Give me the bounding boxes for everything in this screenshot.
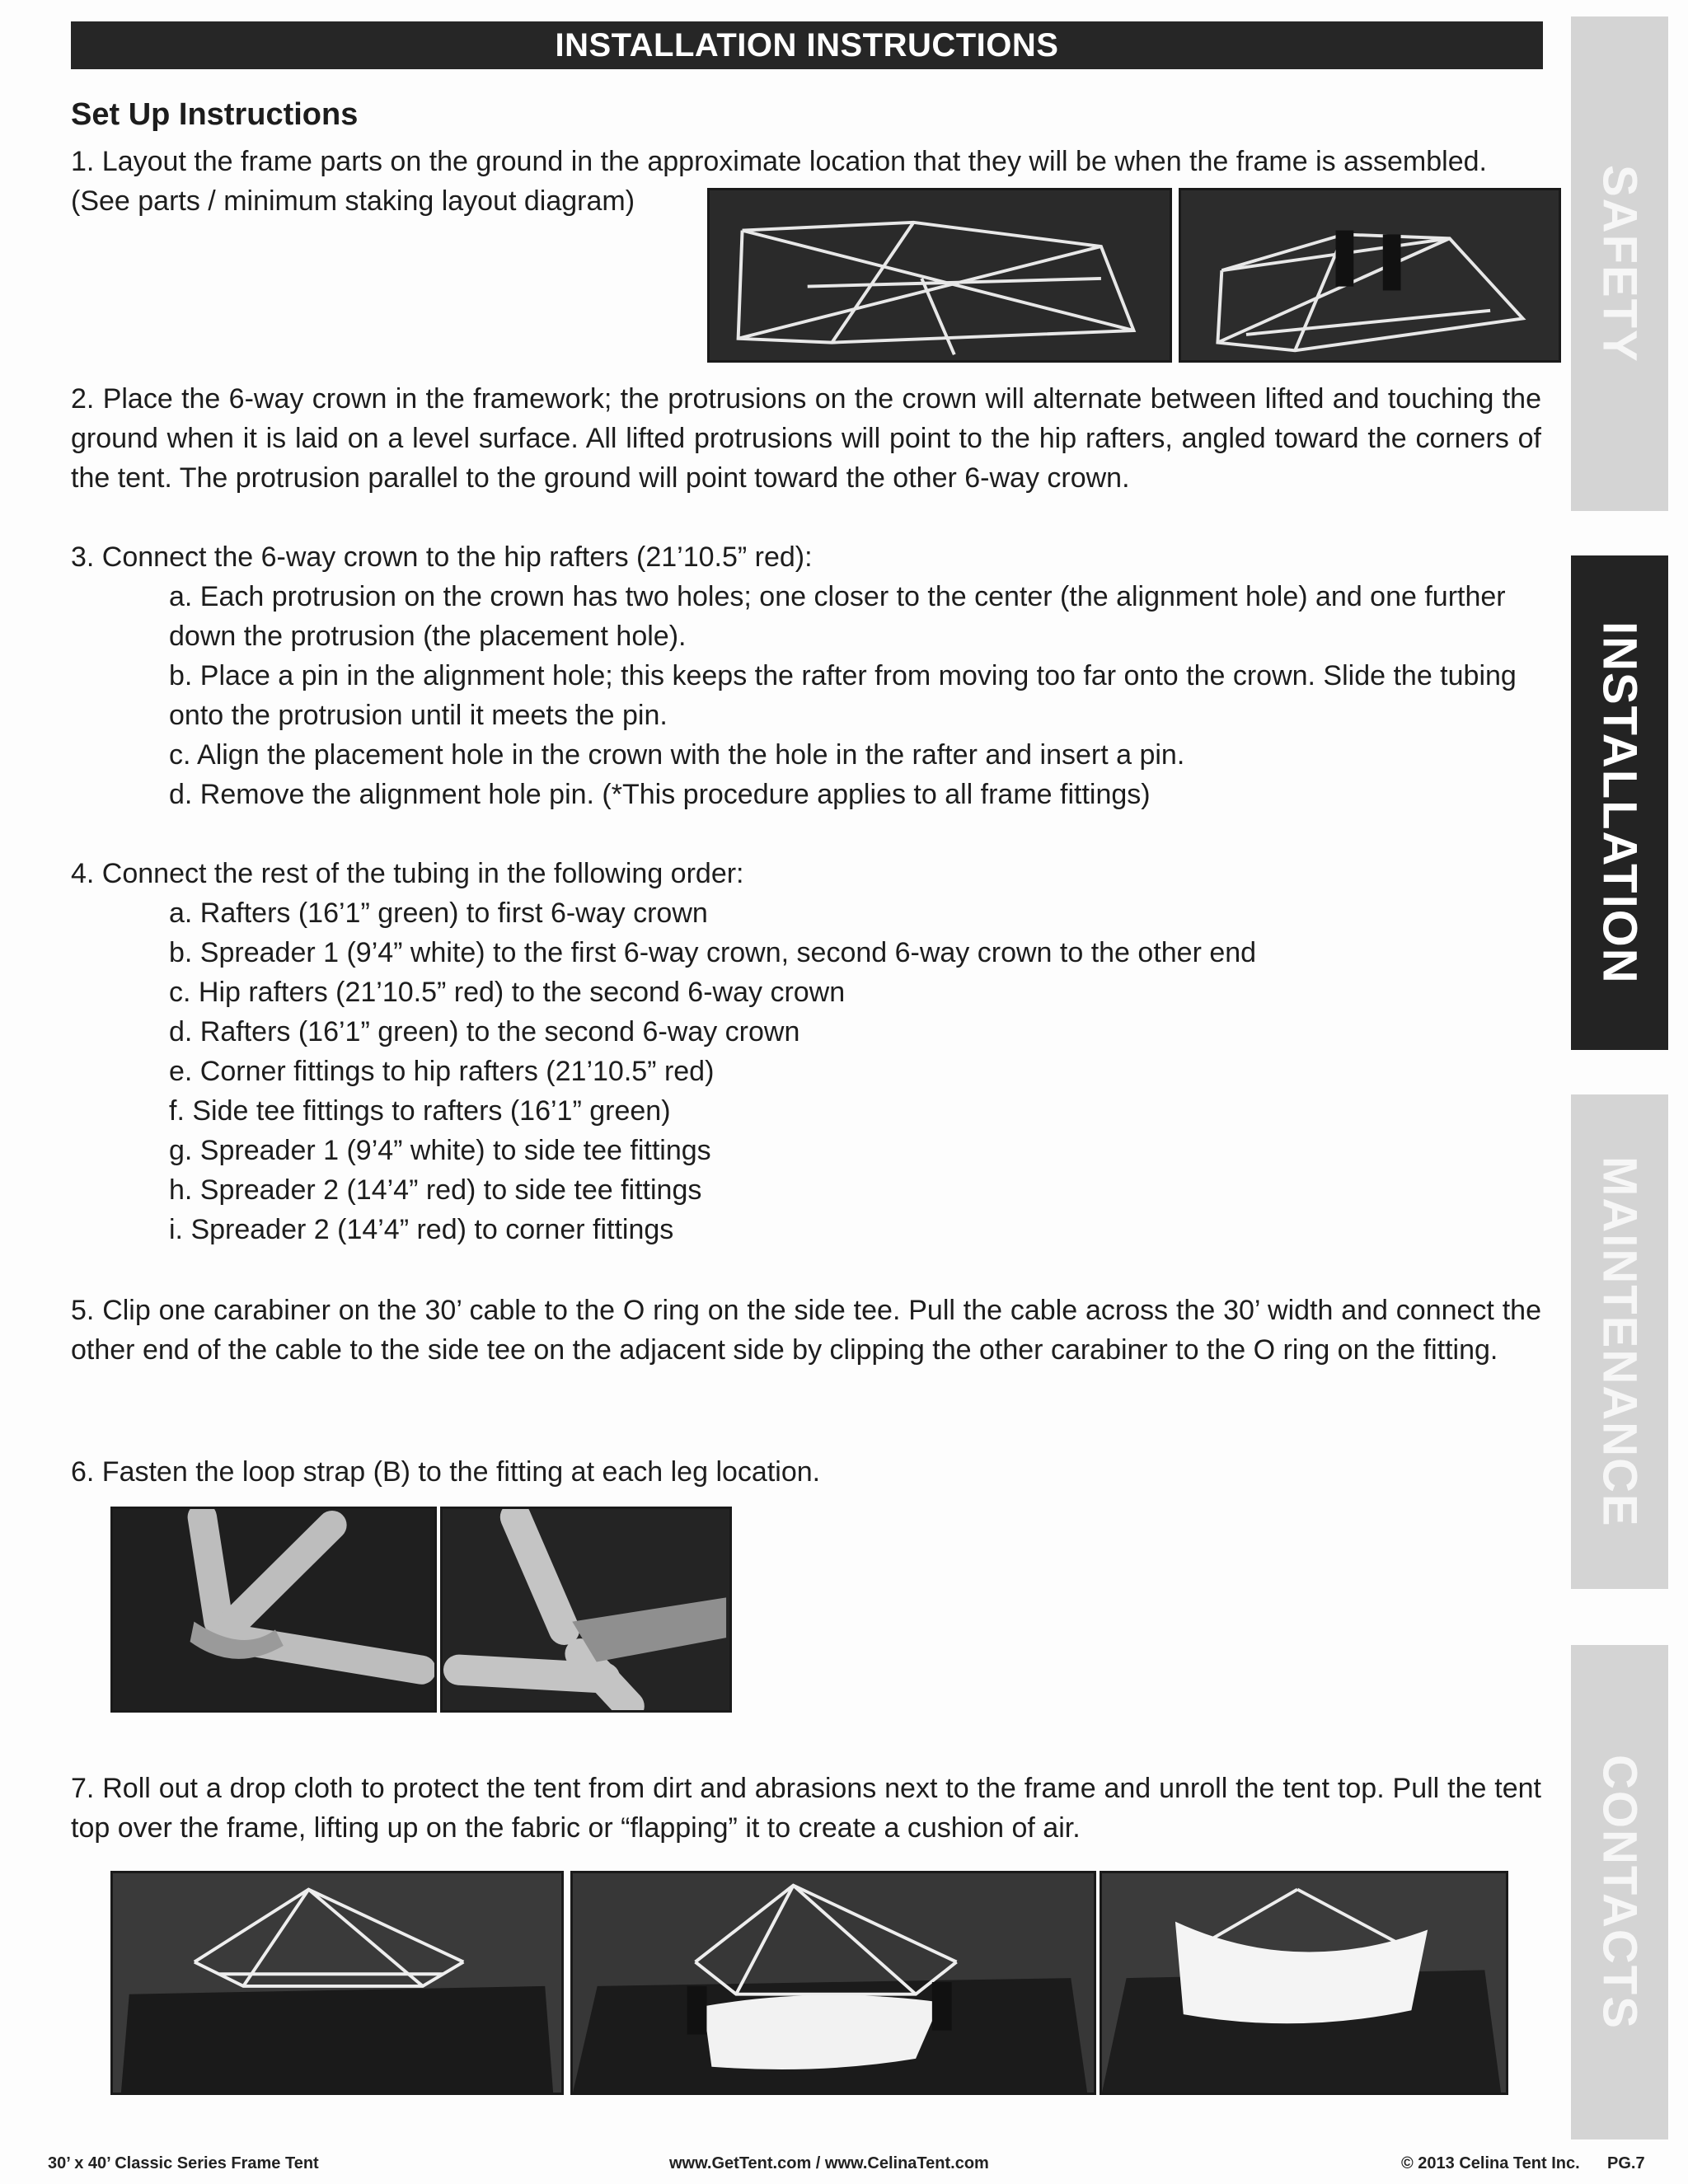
tab-installation-label: INSTALLATION (1592, 621, 1647, 985)
step-4-item-b: b. Spreader 1 (9’4” white) to the first 6-way crown, second 6-way crown to the other end (169, 937, 1257, 968)
step-6 (71, 1452, 1541, 1492)
step-4-item-c: c. Hip rafters (21’10.5” red) to the second 6-way crown (169, 977, 846, 1008)
step-7-text: 7. Roll out a drop cloth to protect the tent from dirt and abrasions next to the frame and unroll the tent top. Pull the tent top over the frame, lifting up on the fabric or “flapping” it to create a cushion of air. (71, 1773, 1541, 1844)
step-4-item-h: h. Spreader 2 (14’4” red) to side tee fittings (169, 1174, 702, 1206)
loop-strap-photo-1 (110, 1507, 437, 1713)
tab-maintenance-label: MAINTENANCE (1592, 1155, 1647, 1528)
step-4-item-i: i. Spreader 2 (14’4” red) to corner fittings (169, 1214, 674, 1245)
tab-maintenance[interactable] (1571, 1094, 1668, 1589)
step-4-item-e: e. Corner fittings to hip rafters (21’10.5” red) (169, 1056, 715, 1087)
tab-installation[interactable] (1571, 555, 1668, 1050)
step-3-item-c: c. Align the placement hole in the crown with the hole in the rafter and insert a pin. (169, 739, 1185, 771)
loop-strap-photo-2 (440, 1507, 732, 1713)
step-4-item-g: g. Spreader 1 (9’4” white) to side tee fittings (169, 1135, 711, 1166)
step-5-text: 5. Clip one carabiner on the 30’ cable to the O ring on the side tee. Pull the cable across the 30’ width and connect the other end of the cable to the side tee on the adjacent side by clipping the other carabiner to the O ring on the fitting. (71, 1295, 1541, 1366)
step-2 (71, 379, 1541, 498)
step-3-item-d: d. Remove the alignment hole pin. (*This procedure applies to all frame fittings) (169, 779, 1151, 810)
tab-contacts[interactable] (1571, 1645, 1668, 2139)
step-3-item-b: b. Place a pin in the alignment hole; this keeps the rafter from moving too far onto the crown. Slide the tubing onto the protrusion until it meets the pin. (169, 660, 1517, 731)
tab-contacts-label: CONTACTS (1592, 1755, 1647, 2030)
tab-safety[interactable] (1571, 16, 1668, 511)
step-3-intro-text: 3. Connect the 6-way crown to the hip rafters (21’10.5” red): (71, 541, 813, 573)
step-1-line-2: (See parts / minimum staking layout diagram) (71, 185, 635, 217)
step-4-item-f: f. Side tee fittings to rafters (16’1” green) (169, 1095, 671, 1127)
footer-copyright: © 2013 Celina Tent Inc. (1401, 2154, 1580, 2172)
step-2-text: 2. Place the 6-way crown in the framework; the protrusions on the crown will alternate between lifted and touching the ground when it is laid on a level surface. All lifted protrusions will point to the hip rafters, angled toward the corners of the tent. The protrusion parallel to the ground will point toward the other 6-way crown. (71, 383, 1541, 494)
step-5 (71, 1291, 1541, 1370)
step-6-text: 6. Fasten the loop strap (B) to the fitting at each leg location. (71, 1456, 821, 1488)
tent-top-photo-2 (570, 1871, 1096, 2095)
step-4-intro (71, 854, 1541, 893)
section-title: Set Up Instructions (71, 97, 359, 132)
frame-layout-photo-1 (707, 188, 1172, 363)
tent-top-photo-3 (1100, 1871, 1508, 2095)
step-3-intro (71, 537, 1541, 577)
step-1-line-1: 1. Layout the frame parts on the ground in the approximate location that they will be when the frame is assembled. (71, 146, 1487, 177)
step-4-item-d: d. Rafters (16’1” green) to the second 6-way crown (169, 1016, 800, 1047)
step-7 (71, 1769, 1541, 1848)
step-4-intro-text: 4. Connect the rest of the tubing in the following order: (71, 858, 744, 889)
step-3-item-a: a. Each protrusion on the crown has two holes; one closer to the center (the alignment hole) and one further down the protrusion (the placement hole). (169, 581, 1506, 652)
step-3-list (169, 577, 1541, 814)
step-4-item-a: a. Rafters (16’1” green) to first 6-way crown (169, 898, 708, 929)
footer-page-number: PG.7 (1607, 2154, 1645, 2172)
tent-top-photo-1 (110, 1871, 564, 2095)
tab-safety-label: SAFETY (1592, 164, 1647, 363)
step-4-list (169, 893, 1541, 1249)
frame-layout-photo-2 (1179, 188, 1561, 363)
footer-product-name: 30’ x 40’ Classic Series Frame Tent (48, 2154, 319, 2172)
page-header: INSTALLATION INSTRUCTIONS (71, 21, 1543, 69)
footer-website-links[interactable]: www.GetTent.com / www.CelinaTent.com (669, 2154, 989, 2172)
